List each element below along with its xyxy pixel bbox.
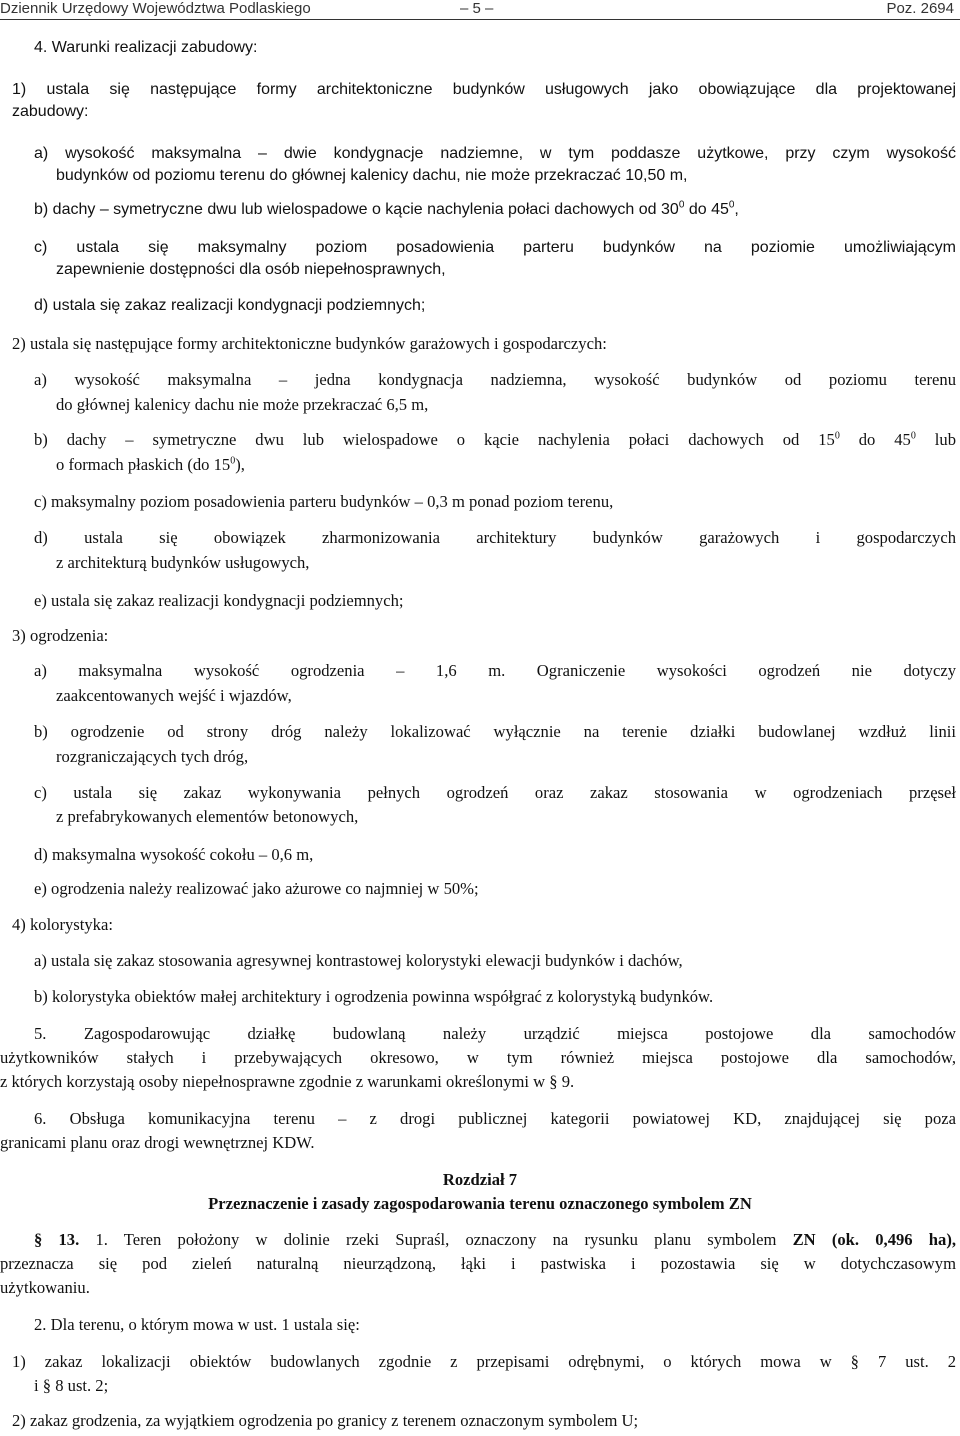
s6-line1: 6. Obsługa komunikacyjna terenu – z drogi publicznej kategorii powiatowej KD, znajdującej się poza xyxy=(34,1109,956,1128)
s4-p3-c-line2: z prefabrykowanych elementów betonowych, xyxy=(56,807,359,826)
degree-mark: 0 xyxy=(230,455,236,467)
s4-p2-e: e) ustala się zakaz realizacji kondygnacji podziemnych; xyxy=(34,591,404,610)
s4-p2-a-line1: a) wysokość maksymalna – jedna kondygnacja nadziemna, wysokość budynków od poziomu terenu xyxy=(34,370,956,389)
s4-p2-b-line2 xyxy=(56,454,245,476)
s4-p2-d-line2: z architekturą budynków usługowych, xyxy=(56,553,310,572)
s4-p2-b-mid: do 45 xyxy=(839,430,911,449)
s4-p1-b-text: b) dachy – symetryczne dwu lub wielospadowe o kącie nachylenia połaci dachowych od 30 xyxy=(34,201,679,218)
chapter-subtitle: Przeznaczenie i zasady zagospodarowania terenu oznaczonego symbolem ZN xyxy=(208,1194,752,1213)
p13-i2: 2) zakaz grodzenia, za wyjątkiem ogrodzenia po granicy z terenem oznaczonym symbolem U; xyxy=(12,1411,639,1430)
s4-p3-title: 3) ogrodzenia: xyxy=(12,626,109,645)
s5-line1: 5. Zagospodarowując działkę budowlaną należy urządzić miejsca postojowe dla samochodów xyxy=(34,1024,956,1043)
s4-p2-a-line2: do głównej kalenicy dachu nie może przekraczać 6,5 m, xyxy=(56,395,429,414)
s4-p1-b-mid: do 45 xyxy=(684,201,729,218)
s4-p2-b-end: lub xyxy=(915,430,956,449)
s4-p2-b2-end: ), xyxy=(235,455,245,474)
chapter-title: Rozdział 7 xyxy=(442,1170,518,1189)
s4-p1-c-line1: c) ustala się maksymalny poziom posadowienia parteru budynków na poziomie umożliwiającym xyxy=(34,239,956,256)
page-number: – 5 – xyxy=(460,0,494,17)
p13-line2: przeznacza się pod zieleń naturalną nieurządzoną, łąki i pastwiska i pozostawia się w dotychczasowym xyxy=(0,1254,956,1273)
s4-p4-b: b) kolorystyka obiektów małej architektury i ogrodzenia powinna współgrać z kolorystyką budynków. xyxy=(34,987,714,1006)
page-header xyxy=(0,0,960,18)
p13-s2: 2. Dla terenu, o którym mowa w ust. 1 ustala się: xyxy=(34,1315,360,1334)
s4-p2-b2-text: o formach płaskich (do 15 xyxy=(56,455,231,474)
s5-line3: z których korzystają osoby niepełnosprawne zgodnie z warunkami określonymi w § 9. xyxy=(0,1072,575,1091)
s4-p1-line2: zabudowy: xyxy=(12,103,89,120)
s4-p1-b-end: , xyxy=(734,201,739,218)
p13-i1-line2: i § 8 ust. 2; xyxy=(34,1376,109,1395)
degree-mark: 0 xyxy=(910,430,916,442)
s4-p1-c-line2: zapewnienie dostępności dla osób niepełnosprawnych, xyxy=(56,261,446,278)
s4-p3-b-line2: rozgraniczających tych dróg, xyxy=(56,747,249,766)
journal-title: Dziennik Urzędowy Województwa Podlaskiego xyxy=(0,0,311,17)
s4-p2-d-line1: d) ustala się obowiązek zharmonizowania architektury budynków garażowych i gospodarczych xyxy=(34,528,956,547)
section4-title: 4. Warunki realizacji zabudowy: xyxy=(34,39,258,56)
s4-p3-a-line2: zaakcentowanych wejść i wjazdów, xyxy=(56,686,292,705)
p13-line3: użytkowaniu. xyxy=(0,1278,90,1297)
s4-p2-b-text: b) dachy – symetryczne dwu lub wielospadowe o kącie nachylenia połaci dachowych od 15 xyxy=(34,430,835,449)
s4-p3-d: d) maksymalna wysokość cokołu – 0,6 m, xyxy=(34,845,314,864)
s4-p3-e: e) ogrodzenia należy realizować jako ażurowe co najmniej w 50%; xyxy=(34,879,479,898)
s4-p1-d: d) ustala się zakaz realizacji kondygnacji podziemnych; xyxy=(34,297,426,314)
p13-line1-bold: ZN (ok. 0,496 ha), xyxy=(792,1230,956,1249)
position-number: Poz. 2694 xyxy=(886,0,954,17)
s4-p3-c-line1: c) ustala się zakaz wykonywania pełnych ogrodzeń oraz zakaz stosowania w ogrodzeniach przęseł xyxy=(34,783,956,802)
s4-p4-title: 4) kolorystyka: xyxy=(12,915,113,934)
s4-p1-line1: 1) ustala się następujące formy architektoniczne budynków usługowych jako obowiązujące dla projektowanej xyxy=(12,81,956,98)
p13-line1-text: 1. Teren położony w dolinie rzeki Supraśl, oznaczony na rysunku planu symbolem xyxy=(79,1230,793,1249)
paragraph-number: § 13. xyxy=(34,1230,80,1249)
s4-p1-a-line2: budynków od poziomu terenu do głównej kalenicy dachu, nie może przekraczać 10,50 m, xyxy=(56,167,688,184)
s4-p3-a-line1: a) maksymalna wysokość ogrodzenia – 1,6 m. Ograniczenie wysokości ogrodzeń nie dotyczy xyxy=(34,661,956,680)
p13-line1 xyxy=(34,1229,956,1251)
p13-i1-line1: 1) zakaz lokalizacji obiektów budowlanych zgodnie z przepisami odrębnymi, o których mowa w § 7 ust. 2 xyxy=(12,1352,956,1371)
s4-p2-b-line1 xyxy=(34,429,956,451)
degree-mark: 0 xyxy=(678,199,685,211)
header-rule xyxy=(0,19,960,20)
degree-mark: 0 xyxy=(834,430,840,442)
s6-line2: granicami planu oraz drogi wewnętrznej KDW. xyxy=(0,1133,315,1152)
s4-p1-b xyxy=(34,199,739,221)
s4-p3-b-line1: b) ogrodzenie od strony dróg należy lokalizować wyłącznie na terenie działki budowlanej wzdłuż linii xyxy=(34,722,956,741)
s4-p1-a-line1: a) wysokość maksymalna – dwie kondygnacje nadziemne, w tym poddasze użytkowe, przy czym wysokość xyxy=(34,145,956,162)
s4-p2-title: 2) ustala się następujące formy architektoniczne budynków garażowych i gospodarczych: xyxy=(12,334,607,353)
s4-p2-c: c) maksymalny poziom posadowienia parteru budynków – 0,3 m ponad poziom terenu, xyxy=(34,492,614,511)
s5-line2: użytkowników stałych i przebywających okresowo, w tym również miejsca postojowe dla samochodów, xyxy=(0,1048,956,1067)
degree-mark: 0 xyxy=(728,199,735,211)
s4-p4-a: a) ustala się zakaz stosowania agresywnej kontrastowej kolorystyki elewacji budynków i dachów, xyxy=(34,951,683,970)
